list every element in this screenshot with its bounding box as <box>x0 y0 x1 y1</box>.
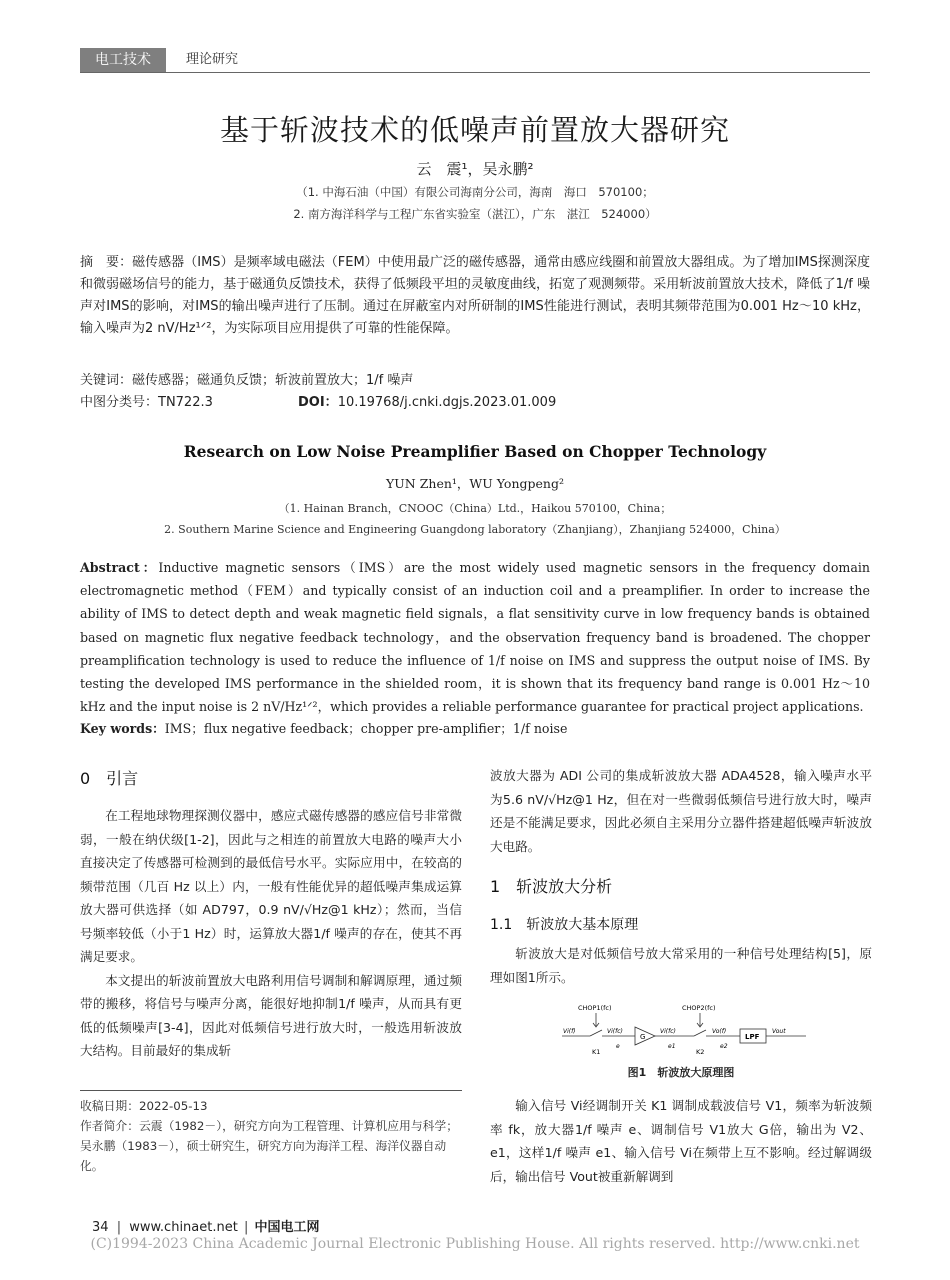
fig-label-e: e <box>616 1043 620 1050</box>
fig-label-chop2: CHOP2(fc) <box>682 1004 716 1012</box>
clc-number: 中图分类号：TN722.3 <box>80 395 213 410</box>
fig-label-e2: e2 <box>720 1043 728 1050</box>
abstract-en <box>80 556 870 718</box>
doi-label: DOI： <box>298 395 338 410</box>
fig-label-vifc2: Vi(fc) <box>660 1028 676 1035</box>
english-affiliation-1: （1. Hainan Branch，CNOOC（China）Ltd.，Haikou 570100，China； <box>278 502 672 515</box>
fig-label-k1: K1 <box>592 1048 601 1056</box>
paper-title: 基于斩波技术的低噪声前置放大器研究 <box>219 113 730 147</box>
received-date: 收稿日期：2022-05-13 <box>80 1099 208 1113</box>
abstract-en-label: Abstract： <box>80 560 159 575</box>
heading-chopper-principle: 1.1 斩波放大基本原理 <box>490 917 639 933</box>
doi-value[interactable]: 10.19768/j.cnki.dgjs.2023.01.009 <box>337 395 557 410</box>
abstract-en-text: Inductive magnetic sensors（IMS）are the most widely used magnetic sensors in the frequency domain electromagnetic method（FEM）and typically consist of an induction coil and a preamplifier. In order to increase the ability of IMS to detect depth and weak magnetic field signals，a flat sensitivity curve in low frequency bands is obtained based on magnetic flux negative feedback technology，and the observation frequency band is broadened. The chopper preamplification technology is used to reduce the influence of 1/f noise on IMS and suppress the output noise of IMS. By testing the developed IMS performance in the shielded room，it is shown that its frequency band range is 0.001 Hz～10 kHz and the input noise is 2 nV/Hz¹ᐟ²，which provides a reliable performance guarantee for practical project applications. <box>80 560 871 715</box>
intro-paragraph-1: 在工程地球物理探测仪器中，感应式磁传感器的感应信号非常微弱，一般在纳伏级[1-2]，因此与之相连的前置放大电路的噪声大小直接决定了传感器可检测到的最低信号水平。实际应用中，在较高的频带范围（几百 Hz 以上）内，一般有性能优异的超低噪声集成运算放大器可供选择（如 AD797，0.9 nV/√Hz@1 kHz）；然而，当信号频率较低（小于1 Hz）时，运算放大器1/f 噪声的存在，使其不再满足要求。 <box>80 808 462 964</box>
footnote-divider <box>80 1090 462 1091</box>
page-number: 34 <box>92 1220 109 1235</box>
doi-line <box>298 392 556 414</box>
fig-label-vifc: Vi(fc) <box>607 1028 623 1035</box>
affiliation-2: 2. 南方海洋科学与工程广东省实验室（湛江），广东 湛江 524000） <box>293 207 657 221</box>
keywords-cn: 关键词：磁传感器；磁通负反馈；斩波前置放大；1/f 噪声 <box>80 373 414 388</box>
fig-switch-k1 <box>590 1030 602 1036</box>
english-authors: YUN Zhen¹，WU Yongpeng² <box>386 476 564 491</box>
left-column-body <box>80 804 462 1063</box>
principle-paragraph <box>490 942 872 989</box>
fig-label-lpf: LPF <box>745 1033 760 1041</box>
copyright-notice: (C)1994-2023 China Academic Journal Electronic Publishing House. All rights reserved. http://www.cnki.net <box>90 1236 860 1252</box>
section-label: 理论研究 <box>186 52 239 67</box>
footer-divider-2: | <box>243 1220 249 1235</box>
figure-1-caption: 图1 斩波放大原理图 <box>627 1066 735 1079</box>
right-column-continuation: 波放大器为 ADI 公司的集成斩波放大器 ADA4528，输入噪声水平为5.6 nV/√Hz@1 Hz，但在对一些微弱低频信号进行放大时，噪声还是不能满足要求，因此必须自主采用分立器件搭建超低噪声斩波放大电路。 <box>490 768 872 854</box>
affiliation-1: （1. 中海石油（中国）有限公司海南分公司，海南 海口 570100； <box>296 185 654 199</box>
journal-section-tag: 电工技术 <box>80 48 166 72</box>
footer-divider: | <box>116 1220 122 1235</box>
keywords-en <box>80 718 567 740</box>
footer-brand: 中国电工网 <box>254 1220 320 1235</box>
figure-chopper-diagram <box>560 1002 810 1064</box>
heading-introduction: 0 引言 <box>80 769 139 788</box>
author-bio: 作者简介：云震（1982－），研究方向为工程管理、计算机应用与科学；吴永鹏（1983－），硕士研究生，研究方向为海洋工程、海洋仪器自动化。 <box>80 1119 459 1173</box>
fig-label-e1: e1 <box>668 1043 676 1050</box>
header-divider <box>80 72 870 73</box>
authors: 云 震¹，吴永鹏² <box>416 160 534 178</box>
fig-label-g: G <box>640 1033 646 1041</box>
fig-label-vi: Vi(f) <box>563 1028 576 1035</box>
right-column-body <box>490 1094 872 1188</box>
fig-label-k2: K2 <box>696 1048 705 1056</box>
page-footer <box>92 1216 320 1235</box>
abstract-cn: 摘 要：磁传感器（IMS）是频率域电磁法（FEM）中使用最广泛的磁传感器，通常由感应线圈和前置放大器组成。为了增加IMS探测深度和微弱磁场信号的能力，基于磁通负反馈技术，获得了低频段平坦的灵敏度曲线，拓宽了观测频带。采用斩波前置放大技术，降低了1/f 噪声对IMS的影响，对IMS的输出噪声进行了压制。通过在屏蔽室内对所研制的IMS性能进行测试，表明其频带范围为0.001 Hz～10 kHz，输入噪声为2 nV/Hz¹ᐟ²，为实际项目应用提供了可靠的性能保障。 <box>80 255 870 336</box>
chopper-description: 输入信号 Vi经调制开关 K1 调制成载波信号 V1，频率为斩波频率 fk，放大器1/f 噪声 e、调制信号 V1放大 G倍，输出为 V2、e1，这样1/f 噪声 e1、输入信号 Vi在频带上互不影响。经过解调级后，输出信号 Vout被重新解调到 <box>490 1098 872 1184</box>
fig-label-vout: Vout <box>772 1028 786 1035</box>
principle-text: 斩波放大是对低频信号放大常采用的一种信号处理结构[5]，原理如图1所示。 <box>490 946 872 985</box>
fig-label-vo: Vo(f) <box>712 1028 727 1035</box>
fig-label-chop1: CHOP1(fc) <box>578 1004 612 1012</box>
heading-chopper-analysis: 1 斩波放大分析 <box>490 877 613 896</box>
english-affiliation-2: 2. Southern Marine Science and Engineering Guangdong laboratory（Zhanjiang），Zhanjiang 524000，China） <box>164 523 786 536</box>
fig-switch-k2 <box>694 1030 706 1036</box>
keywords-en-label: Key words： <box>80 721 165 736</box>
keywords-en-text: IMS；flux negative feedback；chopper pre-amplifier；1/f noise <box>164 721 568 736</box>
footer-site[interactable]: www.chinaet.net <box>129 1220 238 1235</box>
english-title: Research on Low Noise Preamplifier Based on Chopper Technology <box>183 442 767 461</box>
intro-paragraph-2: 本文提出的斩波前置放大电路利用信号调制和解调原理，通过频带的搬移，将信号与噪声分离，能很好地抑制1/f 噪声，从而具有更低的低频噪声[3-4]，因此对低频信号进行放大时，一般选用斩波放大结构。目前最好的集成斩 <box>80 972 462 1058</box>
